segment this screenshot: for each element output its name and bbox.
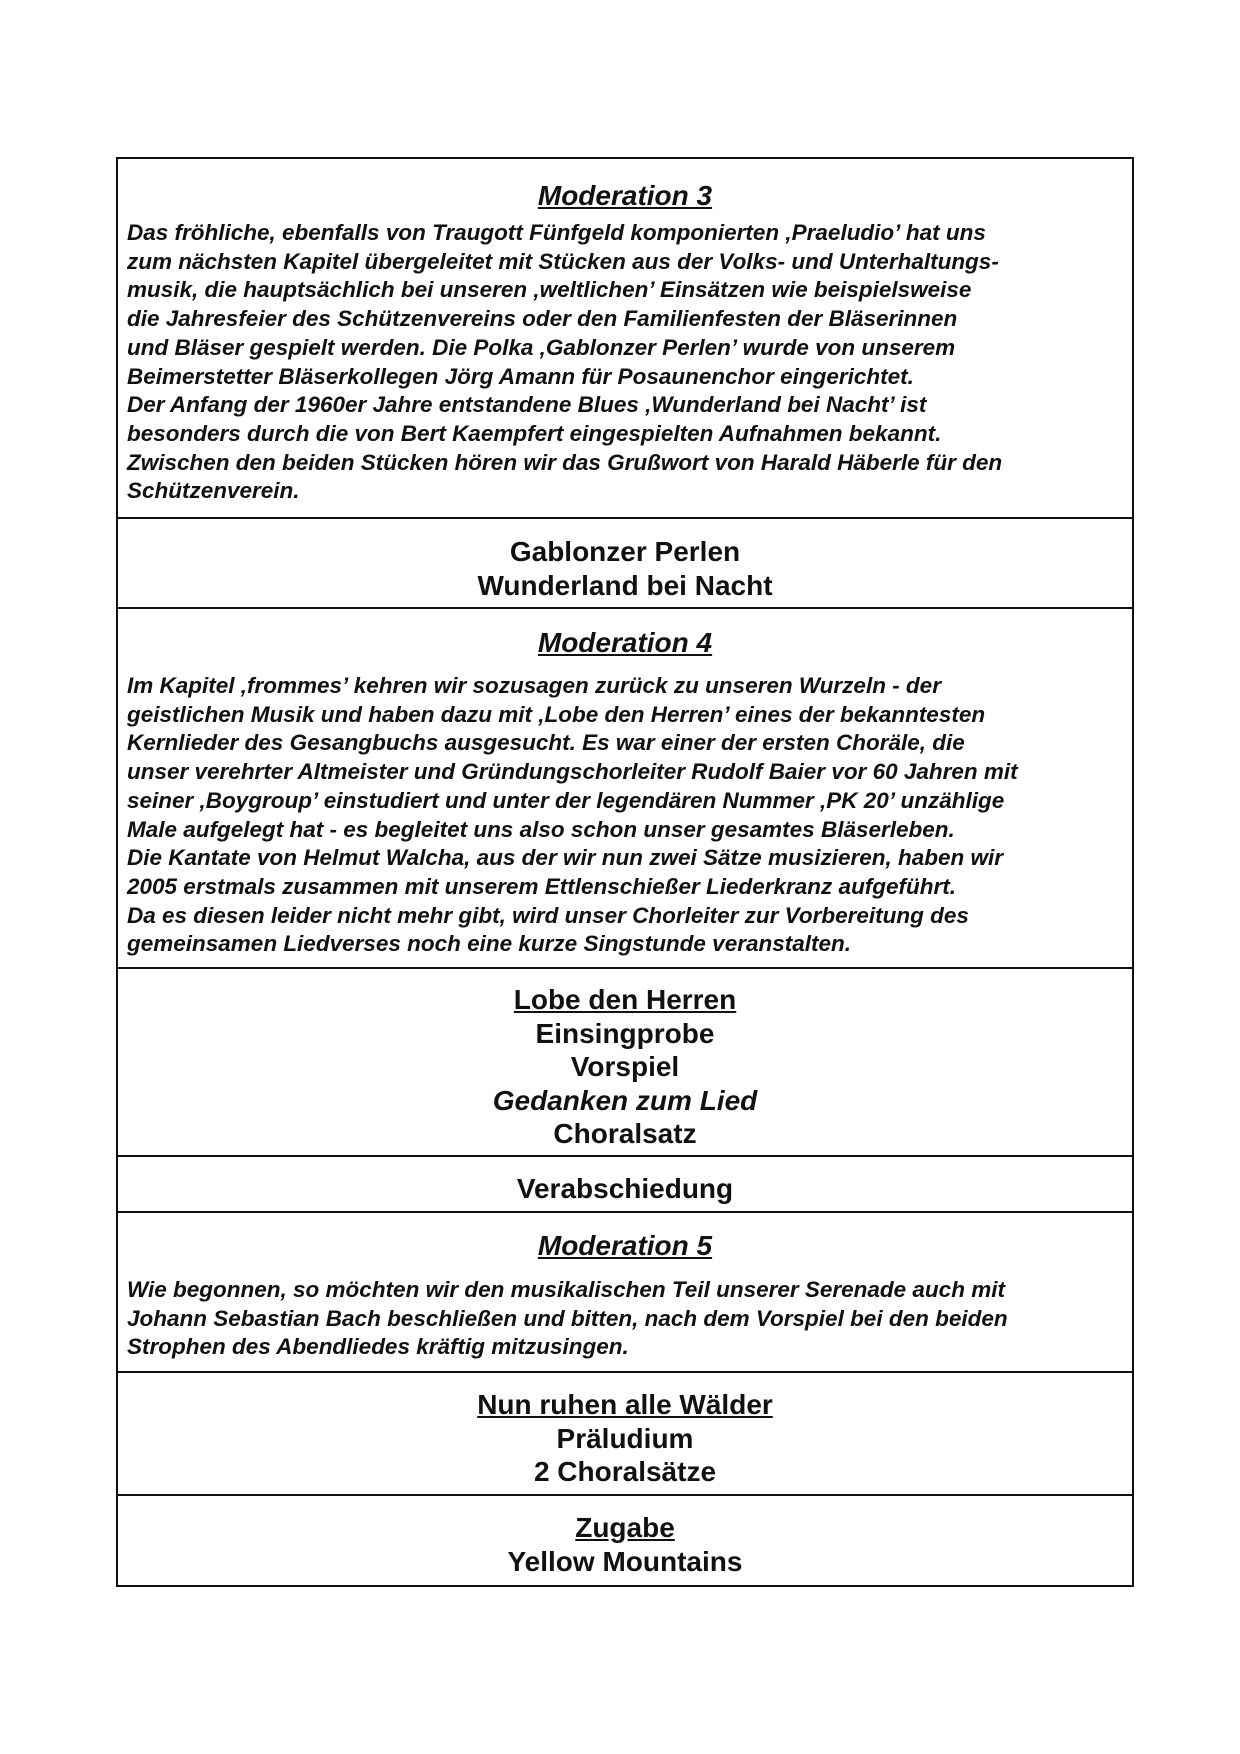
text-line: Male aufgelegt hat - es begleitet uns also schon unser gesamtes Bläserleben. xyxy=(127,816,955,842)
moderation-4-text xyxy=(118,660,1132,959)
program-block-3 xyxy=(118,1373,1132,1496)
program-item: Einsingprobe xyxy=(535,1017,715,1049)
text-line: Der Anfang der 1960er Jahre entstandene Blues ‚Wunderland bei Nacht’ ist xyxy=(127,392,927,418)
encore-heading: Zugabe xyxy=(575,1512,675,1543)
program-block-2 xyxy=(118,969,1132,1157)
text-line: Schützenverein. xyxy=(127,478,300,504)
text-line: Kernlieder des Gesangbuchs ausgesucht. Es war einer der ersten Choräle, die xyxy=(127,730,965,756)
moderation-3-title: Moderation 3 xyxy=(537,180,713,211)
text-line: Im Kapitel ‚frommes’ kehren wir sozusagen zurück zu unseren Wurzeln - der xyxy=(127,673,941,698)
text-line: 2005 erstmals zusammen mit unserem Ettlenschießer Liederkranz aufgeführt. xyxy=(127,873,957,899)
text-line: und Bläser gespielt werden. Die Polka ‚Gablonzer Perlen’ wurde von unserem xyxy=(127,334,956,360)
program-item: Gedanken zum Lied xyxy=(492,1084,758,1116)
moderation-5-cell xyxy=(118,1213,1132,1373)
farewell-label: Verabschiedung xyxy=(516,1173,734,1204)
text-line: Das fröhliche, ebenfalls von Traugott Fünfgeld komponierten ‚Praeludio’ hat uns xyxy=(127,220,986,245)
encore-piece: Yellow Mountains xyxy=(507,1545,743,1577)
text-line: geistlichen Musik und haben dazu mit ‚Lobe den Herren’ eines der bekanntesten xyxy=(127,701,986,727)
encore-cell xyxy=(118,1496,1132,1585)
text-line: unser verehrter Altmeister und Gründungschorleiter Rudolf Baier vor 60 Jahren mit xyxy=(127,759,1018,785)
text-line: Die Kantate von Helmut Walcha, aus der wir nun zwei Sätze musizieren, haben wir xyxy=(127,845,1004,871)
program-item: Choralsatz xyxy=(553,1118,697,1149)
moderation-4-cell xyxy=(118,609,1132,969)
text-line: besonders durch die von Bert Kaempfert eingespielten Aufnahmen bekannt. xyxy=(127,420,942,446)
text-line: Johann Sebastian Bach beschließen und bitten, nach dem Vorspiel bei den beiden xyxy=(127,1305,1008,1331)
text-line: Da es diesen leider nicht mehr gibt, wird unser Chorleiter zur Vorbereitung des xyxy=(127,902,969,928)
program-item: Präludium xyxy=(556,1422,694,1454)
moderation-3-cell xyxy=(118,159,1132,519)
moderation-5-title: Moderation 5 xyxy=(537,1230,713,1261)
text-line: musik, die hauptsächlich bei unseren ‚weltlichen’ Einsätzen wie beispielsweise xyxy=(127,277,972,303)
text-line: gemeinsamen Liedverses noch eine kurze Singstunde veranstalten. xyxy=(127,931,851,957)
program-item: Gablonzer Perlen xyxy=(509,536,741,567)
text-line: Strophen des Abendliedes kräftig mitzusingen. xyxy=(127,1334,629,1360)
program-heading: Lobe den Herren xyxy=(513,984,737,1015)
moderation-3-text xyxy=(118,213,1132,506)
text-line: Beimerstetter Bläserkollegen Jörg Amann für Posaunenchor eingerichtet. xyxy=(127,363,914,389)
text-line: Wie begonnen, so möchten wir den musikalischen Teil unserer Serenade auch mit xyxy=(127,1277,1005,1302)
program-heading: Nun ruhen alle Wälder xyxy=(477,1389,773,1420)
program-table xyxy=(116,157,1134,1587)
program-item: Vorspiel xyxy=(570,1051,680,1082)
farewell-cell xyxy=(118,1157,1132,1213)
text-line: zum nächsten Kapitel übergeleitet mit Stücken aus der Volks- und Unterhaltungs- xyxy=(127,248,999,274)
moderation-4-title: Moderation 4 xyxy=(537,627,713,658)
text-line: seiner ‚Boygroup’ einstudiert und unter der legendären Nummer ‚PK 20’ unzählige xyxy=(127,787,1005,813)
program-block-1 xyxy=(118,519,1132,609)
program-item: 2 Choralsätze xyxy=(533,1456,717,1487)
moderation-5-text xyxy=(118,1263,1132,1362)
text-line: die Jahresfeier des Schützenvereins oder den Familienfesten der Bläserinnen xyxy=(127,306,958,332)
program-item: Wunderland bei Nacht xyxy=(477,569,773,601)
text-line: Zwischen den beiden Stücken hören wir das Grußwort von Harald Häberle für den xyxy=(127,449,1003,475)
